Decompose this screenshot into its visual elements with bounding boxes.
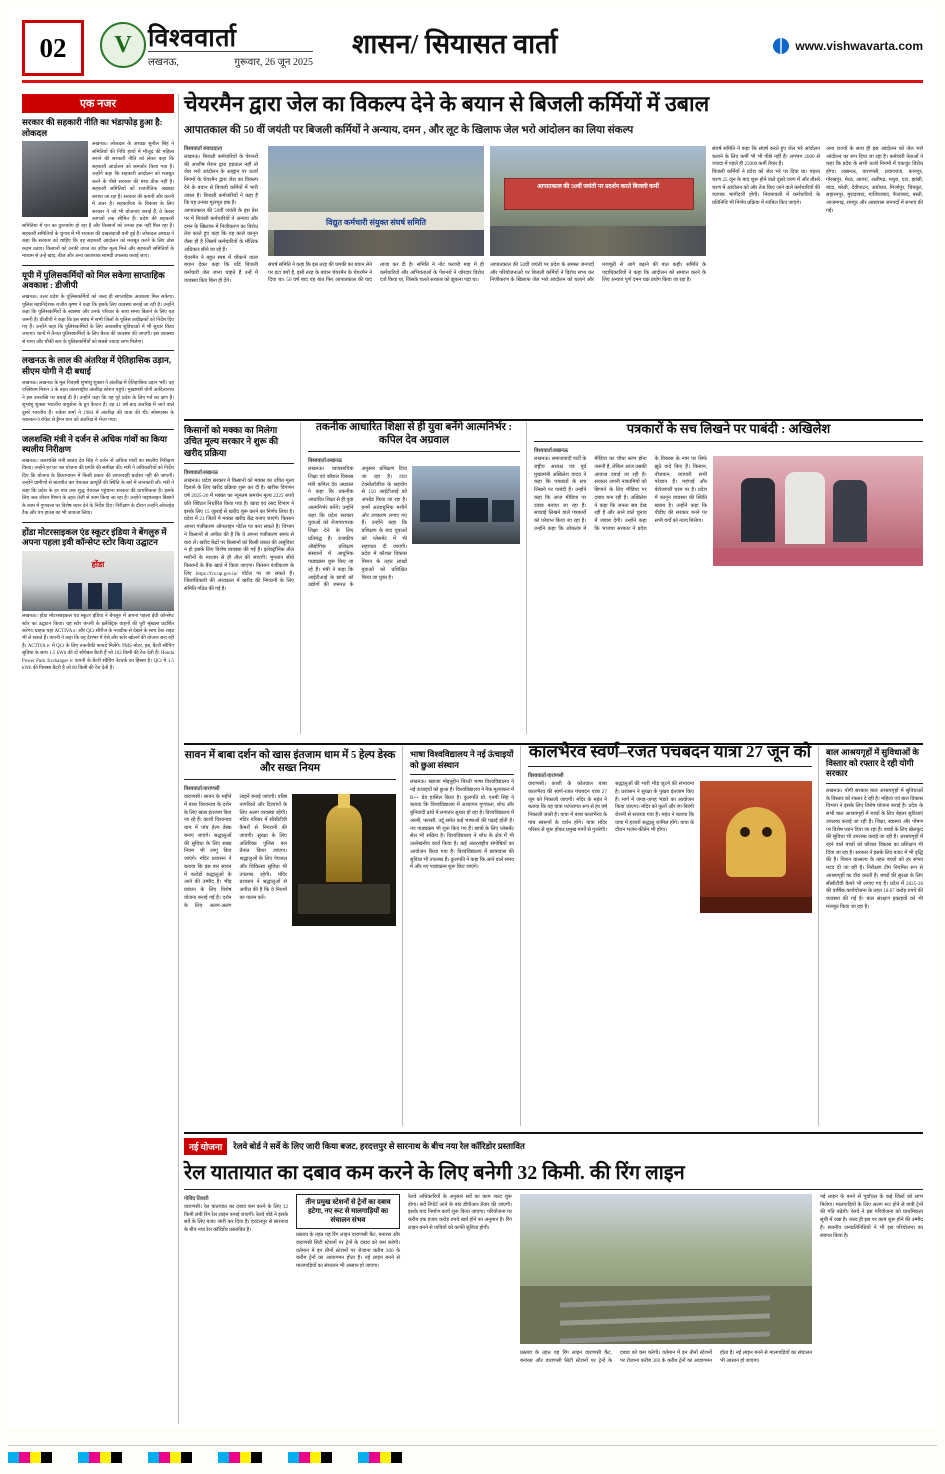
sidebar-story4-text: लखनऊ। जलशक्ति मंत्री स्वतंत्र देव सिंह ने दर्जन से अधिक गांवों का स्थलीय निरीक्षण किया। उन्होंने हर घर नल योजना की प्रगति की समीक्षा की। मंत्री ने अधिकारियों को निर्देश दिए कि योजना के क्रियान्वयन में किसी प्रकार की लापरवाही बर्दाश्त नहीं की जाएगी। उन्होंने ग्रामीणों से बातचीत कर पेयजल आपूर्ति की स्थिति के बारे में जानकारी ली। मंत्री ने कहा कि प्रदेश के हर गांव तक शुद्ध पेयजल पहुंचाना सरकार की प्राथमिकता है। इसके लिए जल जीवन मिशन के तहत तेजी से काम किया जा रहा है। उन्होंने पाइपलाइन बिछाने के काम में गुणवत्ता पर विशेष ध्यान देने के निर्देश दिए। निरीक्षण के दौरान उन्होंने ओवरहेड टैंक और पंप हाउस का भी जायजा लिया। bbox=[22, 459, 174, 517]
cmyk-group bbox=[358, 1452, 402, 1463]
rail-story-col-2: प्रस्ताव के तहत यह रिंग लाइन वाराणसी कैंट, बनारस और वाराणसी सिटी स्टेशनों पर ट्रेनों के दबाव को कम करेगी। वर्तमान में इन तीनों स्टेशनों पर रोजाना करीब 300 के करीब ट्रेनों का आवागमन होता है। नई लाइन बनने से मालगाड़ियों का संचालन भी आसान हो जाएगा। bbox=[296, 1232, 400, 1270]
story-bal-text: लखनऊ। योगी सरकार बाल आश्रयगृहों में सुविधाओं के विस्तार को रफ्तार दे रही है। महिला एवं बाल विकास विभाग ने इसके लिए विशेष योजना बनाई है। प्रदेश के सभी बाल आश्रयगृहों में बच्चों के लिए बेहतर सुविधाएं उपलब्ध कराई जा रही हैं। शिक्षा, स्वास्थ्य और पोषण पर विशेष ध्यान दिया जा रहा है। बच्चों के लिए खेलकूद की सुविधा भी उपलब्ध कराई जा रही है। आश्रयगृहों में रहने वाले बच्चों को कौशल विकास का प्रशिक्षण भी दिया जा रहा है। सरकार ने इसके लिए बजट में भी वृद्धि की है। मिशन वात्सल्य के तहत बच्चों को हर संभव मदद दी जा रही है। निरीक्षण टीम नियमित रूप से आश्रयगृहों का दौरा करती है। बच्चों की सुरक्षा के लिए सीसीटीवी कैमरे भी लगाए गए हैं। प्रदेश में 2025-26 की वार्षिक कार्ययोजना के तहत 10.67 करोड़ रुपये की व्यवस्था की गई है। बाल संरक्षण इकाइयों को भी मजबूत किया जा रहा है। bbox=[826, 787, 923, 910]
story-sawan-byline: विश्ववार्ता/वाराणसी bbox=[184, 786, 220, 793]
lead-col-3: आपातकाल की 50वीं जयंती पर प्रदेश के समस्त जनपदों और परियोजनाओं पर बिजली कर्मियों ने विरोध सभा कर निजीकरण के खिलाफ जेल भरो आंदोलन को चलाने और मजबूती से आगे बढ़ाने की बात कही। समिति के पदाधिकारियों ने कहा कि आंदोलन को समाप्त करने के लिए अन्याय पूर्ण दमन चक्र प्रयोग किया जा रहा है। bbox=[490, 262, 706, 284]
sidebar-story5-text: लखनऊ। होंडा मोटरसाइकल एंड स्कूटर इंडिया ने बेंगलुरु में अपना पहला ईवी कॉन्सेप्ट स्टोर का उद्घाटन किया। यह स्टोर कंपनी के इलेक्ट्रिक वाहनों की पूरी श्रृंखला प्रदर्शित करेगा। ग्राहक यहां ACTIVA e: और QCt सीरीज के नजदीक से देखने के साथ टेस्ट राइड भी ले सकते हैं। कंपनी ने कहा कि वह देशभर में ऐसे और स्टोर खोलने की योजना बना रही है। ACTIVA e: में QCt के लिए तकनीकी फायदे मिलेंगे। PMS मोटर, हब, बैटरी स्वैपिंग सुविधा के साथ 1.5 kWh की दो स्वैपेबल बैटरी हैं जो 102 किमी की रेंज देती हैं। Honda Power Pack Exchanger e: कंपनी के बैटरी स्वैपिंग नेटवर्क का हिस्सा है। QCt में 1.5 kWh की फिक्स्ड बैटरी है जो 80 किमी की रेंज देती है। bbox=[22, 614, 174, 672]
rail-story-col-5: प्रस्ताव के तहत यह रिंग लाइन वाराणसी कैंट, बनारस और वाराणसी सिटी स्टेशनों पर ट्रेनों के दबाव को कम करेगी। वर्तमान में इन तीनों स्टेशनों पर रोजाना करीब 300 के करीब ट्रेनों का आवागमन होता है। नई लाइन बनने से मालगाड़ियों का संचालन भी आसान हो जाएगा। bbox=[520, 1350, 812, 1364]
lead-col-1: लखनऊ। बिजली कर्मचारियों के पेंशनरों की आशीष मेंशन द्वारा हड़ताल नहीं तो जेल भरो आंदोलन के आह्वान पर ऊर्जा निगमों के चेयरमैन द्वारा जेल का विकल्प देने के बयान से बिजली कर्मियों में भारी उबाल है। बिजली कर्मचारियों ने कहा है कि यह उनका मूलभूत हक है। bbox=[184, 154, 258, 207]
story-patrakar-photo bbox=[713, 456, 923, 566]
story-kaalbhairav-byline: विश्ववार्ता/वाराणसी bbox=[528, 773, 564, 780]
story-patrakar-byline: विश्ववार्ता/लखनऊ bbox=[534, 448, 568, 455]
story-bhasha-text: लखनऊ। ख्वाजा मोइनुद्दीन चिश्ती भाषा विश्वविद्यालय ने नई ऊंचाइयों को छुआ है। विश्वविद्यालय ने नैक मूल्यांकन में B++ ग्रेड हासिल किया है। कुलपति प्रो. एनबी सिंह ने बताया कि विश्वविद्यालय में अध्यापन गुणवत्ता, शोध और बुनियादी ढांचे में लगातार सुधार हो रहा है। विश्वविद्यालय में अरबी, फारसी, उर्दू समेत कई भाषाओं की पढ़ाई होती है। नए पाठ्यक्रम भी शुरू किए गए हैं। छात्रों के लिए प्लेसमेंट सेल भी सक्रिय है। विश्वविद्यालय ने शोध के क्षेत्र में भी उल्लेखनीय कार्य किया है। कई अंतरराष्ट्रीय संगोष्ठियों का आयोजन किया गया है। विश्वविद्यालय में छात्रावास की सुविधा भी उपलब्ध है। कुलपति ने कहा कि आने वाले समय में और नए पाठ्यक्रम शुरू किए जाएंगे। bbox=[410, 779, 514, 871]
rail-story-strapline: रेलवे बोर्ड ने सर्वे के लिए जारी किया बजट, हरदत्तपुर से सारनाथ के बीच नया रेल कॉरिडोर प्रस्तावित bbox=[233, 1141, 525, 1151]
story-kisan-byline: विश्ववार्ता/लखनऊ bbox=[184, 469, 218, 476]
section-title: शासन/ सियासत वार्ता bbox=[352, 29, 558, 59]
sidebar-story1-text: लखनऊ। लोकदल के अध्यक्ष सुनील सिंह ने समितियों की निधि हाथों में मौजूद की महिला बनाने की सरकारी नीति को लेकर कहा कि सहकारी आंदोलन को कमजोर किया गया है। उन्होंने कहा कि सहकारी आंदोलन को मजबूत करने के पीछे सरकार की मंशा ठीक नहीं है। सहकारी समितियों को राजनीतिक अखाड़ा बनाया जा रहा है। सरकार की कथनी और करनी में अंतर है। सहकारिता के विकास के लिए सरकार ने जो भी योजनाएं बनाई हैं, वे केवल कागजों तक सीमित हैं। प्रदेश की सहकारी समितियां में धन का दुरुपयोग हो रहा है और किसानों को उनका हक नहीं मिल रहा है। सहकारी समितियों के चुनाव में भी सरकार की दखलंदाजी बनी हुई है। लोकदल अध्यक्ष ने कहा कि सरकार को चाहिए कि वह सहकारी आंदोलन को मजबूत करने के लिए ठोस कदम उठाए। किसानों को उनकी उपज का उचित मूल्य मिले और सहकारी समितियों के माध्यम से उन्हें खाद, बीज और अन्य आवश्यक सामग्री उपलब्ध कराई जाए। bbox=[22, 142, 174, 260]
story-bal bbox=[826, 744, 923, 1126]
lead-headline: चेयरमैन द्वारा जेल का विकल्प देने के बयान से बिजली कर्मियों में उबाल bbox=[184, 92, 710, 116]
sidebar-story1-photo bbox=[22, 141, 88, 217]
logo-emblem-icon bbox=[100, 22, 146, 68]
lead-col-1c: चेयरमैन ने बहुत स्पष्ट में चौंकाने वाला बयान देकर कहा कि यदि बिजली कर्मचारी जेल जाना चाहते हैं उन्हें में व्यवस्था किए बिना ही देंगे। bbox=[184, 254, 258, 284]
cmyk-group bbox=[78, 1452, 122, 1463]
sidebar-story3-text: लखनऊ। लखनऊ के मूल निवासी शुभांशु शुक्ला ने अंतरिक्ष में ऐतिहासिक उड़ान भरी। वह एक्सियम मिशन 4 के तहत अंतरराष्ट्रीय अंतरिक्ष स्टेशन पहुंचे। मुख्यमंत्री योगी आदित्यनाथ ने इस उपलब्धि पर बधाई दी है। उन्होंने कहा कि यह पूरे प्रदेश के लिए गर्व का क्षण है। शुभांशु शुक्ला भारतीय वायुसेना के ग्रुप कैप्टन हैं। वह 41 वर्ष बाद अंतरिक्ष में जाने वाले दूसरे भारतीय हैं। राकेश शर्मा ने 1984 में अंतरिक्ष की यात्रा की थी। स्पेसएक्स के फाल्कन-9 रॉकेट से ड्रैगन यान को अंतरिक्ष में भेजा गया। bbox=[22, 380, 174, 424]
page-number: 02 bbox=[22, 20, 84, 76]
story-sawan-headline: सावन में बाबा दर्शन को खास इंतजाम धाम में 5 हेल्प डेस्क और सख्त नियम bbox=[184, 750, 396, 775]
story-kaalbhairav-photo bbox=[700, 781, 812, 913]
story-kaalbhairav-headline: कालभैरव स्वर्ण–रजत पंचबदन यात्रा 27 जून को bbox=[528, 742, 812, 761]
lead-col-4b: बिजली कर्मियों ने प्रदेश को जेल भरे पर दिया था। पहला चरण 25 जून के बाद शुरू होने वाले दूसरे चरण में और तीसरे चरण में आंदोलन को और तेज किए जाने वाले कर्मचारियों की व्यापक भागीदारी होगी। नियमावली में कर्मचारियों के प्रतिनिधि भी निर्णय प्रक्रिया में शामिल किए जाएंगे। bbox=[712, 169, 820, 207]
website-url: www.vishwavarta.com bbox=[795, 39, 923, 53]
lead-photo-1-banner: विद्युत कर्मचारी संयुक्त संघर्ष समिति bbox=[325, 218, 427, 227]
edition-city: लखनऊ, bbox=[148, 57, 179, 68]
edition-line bbox=[148, 51, 313, 68]
lead-photo-1 bbox=[268, 146, 484, 256]
sidebar-story5-photo bbox=[22, 551, 174, 611]
cmyk-group bbox=[218, 1452, 262, 1463]
lead-story bbox=[184, 144, 923, 414]
story-shiksha-photo bbox=[412, 466, 520, 544]
cmyk-group bbox=[148, 1452, 192, 1463]
story-kisan-headline: किसानों को मक्का का मिलेगा उचित मूल्य सरकार ने शुरू की खरीद प्रक्रिया bbox=[184, 425, 279, 458]
rail-story-byline: गोविंद तिवारी bbox=[184, 1196, 209, 1202]
footer-rule bbox=[8, 1445, 937, 1446]
sidebar-story3-headline: लखनऊ के लाल की अंतरिक्ष में ऐतिहासिक उड़ान, सीएम योगी ने दी बधाई bbox=[22, 355, 171, 377]
story-bal-headline: बाल आश्रयगृहों में सुविधाओं के विस्तार को रफ्तार दे रही योगी सरकार bbox=[826, 747, 919, 779]
website-link[interactable] bbox=[773, 38, 923, 54]
paper-name: विश्ववार्ता bbox=[148, 25, 237, 52]
cmyk-group bbox=[8, 1452, 52, 1463]
rail-story-col-4: नई लाइन के बनने से पूर्वांचल के कई जिलों को लाभ मिलेगा। मालगाड़ियों के लिए अलग रूट होने से यात्री ट्रेनों की गति बढ़ेगी। रेलवे ने इस परियोजना को प्राथमिकता सूची में रखा है। जल्द ही इस पर काम शुरू होने की उम्मीद है। स्थानीय जनप्रतिनिधियों ने भी इस परियोजना का स्वागत किया है। bbox=[820, 1194, 923, 1239]
rail-story-photo bbox=[520, 1194, 812, 1344]
rail-story-col-3: रेलवे अधिकारियों के अनुसार सर्वे का काम जल्द शुरू होगा। सर्वे रिपोर्ट आने के बाद डीपीआर तैयार की जाएगी। इसके बाद निर्माण कार्य शुरू किया जाएगा। परियोजना पर करीब एक हजार करोड़ रुपये खर्च होने का अनुमान है। रिंग लाइन बनने से यात्रियों को काफी सुविधा होगी। bbox=[408, 1194, 512, 1231]
logo-letter: V bbox=[114, 31, 132, 58]
lead-col-2: संघर्ष समिति ने कहा कि इस तरह की धमकी का बयान लेने पर डटा क्यों है, इसी तरह के बयान चेयरमैन के चेयरमैन ने दिया था। 50 वर्ष बाद यह बात फिर आपातकाल की याद ताजा कर दी है। समिति ने नोट फरवरी माह में ही कर्मचारियों और अभियंताओं के पेंशनरों ने जोरदार विरोध दर्ज किया था, जिसके चलते सरकार को झुकना पड़ा था। bbox=[268, 262, 484, 284]
sidebar-story2-text: लखनऊ। उत्तर प्रदेश के पुलिसकर्मियों को जल्द ही साप्ताहिक अवकाश मिल सकेगा। पुलिस महानिदेशक राजीव कृष्ण ने कहा कि इसके लिए व्यवस्था बनाई जा रही है। उन्होंने कहा कि पुलिसकर्मियों के स्वास्थ्य और उनके परिवार के साथ समय बिताने के लिए यह जरूरी है। डीजीपी ने कहा कि इस संबंध में सभी जिलों के पुलिस अधीक्षकों को निर्देश दिए गए हैं। उन्होंने कहा कि पुलिसकर्मियों के लिए आवासीय सुविधाओं में भी सुधार किया जाएगा। थानों में तैनात पुलिसकर्मियों के लिए बैरक की व्यवस्था की जाएगी। इस व्यवस्था से थाना और चौकी स्तर के पुलिसकर्मियों को सबसे ज्यादा लाभ मिलेगा। bbox=[22, 295, 174, 345]
sidebar-story5-headline: होंडा मोटरसाइकल एंड स्कूटर इंडिया ने बेंगलुरु में अपना पहला इवी कॉन्सेप्ट स्टोर किया उद्घाटन bbox=[22, 526, 167, 548]
story-patrakar bbox=[534, 418, 923, 734]
story-shiksha bbox=[308, 418, 520, 734]
cmyk-registration-bar bbox=[8, 1450, 937, 1464]
rail-story-col-1: वाराणसी। रेल यातायात का दबाव कम करने के लिए 32 किमी लंबी रिंग रेल लाइन बनाई जाएगी। रेलवे बोर्ड ने इसके सर्वे के लिए बजट जारी कर दिया है। हरदत्तपुर से सारनाथ के बीच नया रेल कॉरिडोर प्रस्तावित है। bbox=[184, 1204, 288, 1234]
sidebar-story1-headline: सरकार की सहकारी नीति का भंडाफोड़ हुआ है: लोकदल bbox=[22, 117, 163, 138]
lead-byline: विश्ववार्ता संवाददाता bbox=[184, 146, 223, 152]
cmyk-group bbox=[288, 1452, 332, 1463]
rail-story bbox=[184, 1132, 923, 1424]
lead-col-1b: आपातकाल की 50वीं जयंती के इस प्रेस पर में बिजली कर्मचारियों ने अन्याय और दमन के खिलाफ में निजीकरण का विरोध तेज करते हुए कहा कि यह काले कानून जैसा ही है जिसमें कर्मचारियों के मौलिक अधिकार छीने जा रहे हैं। bbox=[184, 208, 258, 253]
story-sawan-photo bbox=[292, 794, 396, 926]
paper-logo bbox=[100, 18, 315, 74]
lead-col-4: संघर्ष समिति ने कहा कि संघर्ष करते हुए जेल भरे आंदोलन चलाने के लिए कर्मी भी भी पीछे नहीं हैं। लगभग 2000 से ज्यादा में पहले ही 25000 कर्मी तैयार हैं। bbox=[712, 146, 820, 168]
sidebar-header: एक नजर bbox=[22, 94, 174, 113]
story-bhasha bbox=[410, 746, 514, 1126]
rail-story-tag: नई योजना bbox=[184, 1138, 227, 1155]
rail-story-headline: रेल यातायात का दबाव कम करने के लिए बनेगी 32 किमी. की रिंग लाइन bbox=[184, 1162, 685, 1184]
globe-icon bbox=[773, 38, 789, 54]
masthead bbox=[22, 18, 923, 83]
sidebar-story2-headline: यूपी में पुलिसकर्मियों को मिल सकेगा साप्ताहिक अवकाश : डीजीपी bbox=[22, 269, 165, 291]
story-sawan-text: वाराणसी। सावन के महीने में बाबा विश्वनाथ के दर्शन के लिए खास इंतजाम किए जा रहे हैं। काशी विश्वनाथ धाम में पांच हेल्प डेस्क बनाए जाएंगे। श्रद्धालुओं की सुविधा के लिए सख्त नियम भी लागू किए जाएंगे। मंदिर प्रशासन ने बताया कि इस बार सावन में करोड़ों श्रद्धालुओं के आने की उम्मीद है। भीड़ प्रबंधन के लिए विशेष योजना बनाई गई है। दर्शन के लिए अलग-अलग लाइनें बनाई जाएंगी। वरिष्ठ नागरिकों और दिव्यांगों के लिए अलग व्यवस्था रहेगी। मंदिर परिसर में सीसीटीवी कैमरों से निगरानी की जाएगी। सुरक्षा के लिए अतिरिक्त पुलिस बल तैनात किया जाएगा। श्रद्धालुओं के लिए पेयजल और चिकित्सा सुविधा भी उपलब्ध रहेगी। मंदिर प्रशासन ने श्रद्धालुओं से अपील की है कि वे नियमों का पालन करें। bbox=[184, 794, 287, 909]
rail-story-highlight: तीन प्रमुख स्टेशनों से ट्रेनों का दबाव हटेगा, नए रूट से मालगाड़ियों का संचालन संभव bbox=[296, 1194, 400, 1229]
story-patrakar-text: लखनऊ। समाजवादी पार्टी के राष्ट्रीय अध्यक्ष एवं पूर्व मुख्यमंत्री अखिलेश यादव ने कहा कि पत्रकारों के सच लिखने पर पाबंदी है। उन्होंने कहा कि आज मीडिया पर दबाव बनाया जा रहा है। सच्चाई लिखने वाले पत्रकारों को परेशान किया जा रहा है। उन्होंने कहा कि लोकतंत्र में मीडिया का चौथा स्तंभ होना जरूरी है, लेकिन आज उसकी आवाज दबाई जा रही है। सरकार अपनी नाकामियों को छिपाने के लिए मीडिया पर दबाव बना रही है। अखिलेश ने कहा कि जनता सब देख रही है और आने वाले चुनाव में जवाब देगी। उन्होंने कहा कि भाजपा सरकार ने प्रदेश के विकास के नाम पर सिर्फ झूठे वादे किए हैं। किसान, नौजवान, व्यापारी सभी परेशान हैं। महंगाई और बेरोजगारी चरम पर है। प्रदेश में कानून व्यवस्था की स्थिति खराब है। उन्होंने कहा कि पीडीए की सरकार बनने पर सभी वर्गों को न्याय मिलेगा। bbox=[534, 456, 707, 532]
lead-photo-2 bbox=[490, 146, 706, 256]
left-sidebar bbox=[22, 94, 174, 673]
page-sheet bbox=[8, 8, 937, 1428]
story-bhasha-headline: भाषा विश्वविद्यालय ने नई ऊंचाइयों को छुआ संस्थान bbox=[410, 749, 514, 770]
story-kaalbhairav-text: वाराणसी। काशी के कोतवाल बाबा कालभैरव की स्वर्ण-रजत पंचबदन यात्रा 27 जून को निकाली जाएगी। मंदिर के महंत ने बताया कि यह यात्रा परंपरागत रूप से हर वर्ष निकाली जाती है। यात्रा में बाबा कालभैरव के पांच स्वरूपों के दर्शन होंगे। यात्रा मंदिर परिसर से शुरू होकर प्रमुख मार्गों से गुजरेगी। श्रद्धालुओं की भारी भीड़ जुटने की संभावना है। प्रशासन ने सुरक्षा के पुख्ता इंतजाम किए हैं। मार्ग में जगह-जगह भंडारे का आयोजन किया जाएगा। मंदिर को फूलों और रंग-बिरंगी रोशनी से सजाया गया है। महंत ने बताया कि यात्रा में हजारों श्रद्धालु शामिल होंगे। यात्रा के दौरान भजन-कीर्तन भी होगा। bbox=[528, 781, 694, 834]
story-sawan bbox=[184, 746, 396, 1126]
lead-headline-block bbox=[184, 92, 923, 137]
story-patrakar-headline: पत्रकारों के सच लिखने पर पाबंदी : अखिलेश bbox=[626, 421, 831, 436]
story-kisan bbox=[184, 422, 294, 734]
story-kaalbhairav bbox=[528, 742, 812, 1126]
story-kisan-text: लखनऊ। प्रदेश सरकार ने किसानों को मक्का का उचित मूल्य दिलाने के लिए खरीद प्रक्रिया शुरू कर दी है। खरीफ विपणन वर्ष 2025-26 में मक्का का न्यूनतम समर्थन मूल्य 2225 रुपये प्रति क्विंटल निर्धारित किया गया है। खाद्य एवं रसद विभाग ने इसके लिए 15 जुलाई से खरीद शुरू करने का निर्णय लिया है। प्रदेश में 23 जिलों में मक्का खरीद केंद्र बनाए जाएंगे। किसान अपना पंजीकरण ऑनलाइन पोर्टल पर करा सकते हैं। विभाग ने किसानों से अपील की है कि वे अपना पंजीकरण समय से करा लें। खरीद केंद्रों पर किसानों को किसी प्रकार की असुविधा न हो इसके लिए विशेष व्यवस्था की गई है। इलेक्ट्रॉनिक तौल मशीनों के माध्यम से ही तौल की जाएगी। भुगतान सीधे किसानों के बैंक खाते में किया जाएगा। किसान पंजीकरण के लिए https://fcs.up.gov.in/ पोर्टल पर जा सकते हैं। जिलाधिकारी की अध्यक्षता में खरीद की निगरानी के लिए समिति गठित की गई है। bbox=[184, 477, 294, 593]
honda-logo-label: होंडा bbox=[91, 560, 105, 570]
edition-date: गुरूवार, 26 जून 2025 bbox=[234, 57, 313, 68]
lead-col-5: अन्य राज्यों के साथ ही इस आंदोलन को जेल भरो आंदोलन का रूप दिया जा रहा है। कर्मचारी नेताओं ने कहा कि प्रदेश के सभी ऊर्जा निगमों में एकजुट विरोध होगा। लखनऊ, वाराणसी, प्रयागराज, कानपुर, गोरखपुर, मेरठ, आगरा, अलीगढ़, मथुरा, एटा, झांसी, बांदा, बरेली, देवीपाटन, अयोध्या, मिर्जापुर, चित्रकूट, सहारनपुर, मुरादाबाद, गाजियाबाद, फैजाबाद, बस्ती, आजमगढ़, रामपुर और आसपास जनपदों में सभाएं की गईं। bbox=[826, 146, 923, 214]
story-shiksha-headline: तकनीक आधारित शिक्षा से ही युवा बनेंगे आत्मनिर्भर : कपिल देव अग्रवाल bbox=[315, 422, 513, 447]
story-shiksha-text: लखनऊ। व्यावसायिक शिक्षा एवं कौशल विकास मंत्री कपिल देव अग्रवाल ने कहा कि तकनीक आधारित शिक्षा से ही युवा आत्मनिर्भर बनेंगे। उन्होंने कहा कि प्रदेश सरकार युवाओं को रोजगारपरक शिक्षा देने के लिए प्रतिबद्ध है। राजकीय औद्योगिक प्रशिक्षण संस्थानों में आधुनिक पाठ्यक्रम शुरू किए जा रहे हैं। मंत्री ने कहा कि आईटीआई के छात्रों को उद्योगों की जरूरत के अनुसार प्रशिक्षण दिया जा रहा है। टाटा टेक्नोलॉजीज के सहयोग से 150 आईटीआई को अपग्रेड किया जा रहा है। इनमें अत्याधुनिक मशीनें और उपकरण लगाए गए हैं। उन्होंने कहा कि प्रशिक्षण के बाद युवाओं को प्लेसमेंट में भी सहायता दी जाएगी। प्रदेश में कौशल विकास मिशन के तहत लाखों युवाओं को प्रशिक्षित किया जा चुका है। bbox=[308, 466, 407, 589]
lead-photo-2-banner: आपातकाल की 50वीं जयंती पर प्रदर्शन करते बिजली कर्मी bbox=[537, 184, 659, 190]
lead-subhead: आपातकाल की 50 वीं जयंती पर बिजली कर्मियों ने अन्याय, दमन , और लूट के खिलाफ जेल भरो आंदोलन का लिया संकल्प bbox=[184, 124, 634, 136]
sidebar-story4-headline: जलशक्ति मंत्री ने दर्जन से अधिक गांवों का किया स्थलीय निरीक्षण bbox=[22, 433, 167, 455]
story-shiksha-byline: विश्ववार्ता/लखनऊ bbox=[308, 458, 342, 465]
